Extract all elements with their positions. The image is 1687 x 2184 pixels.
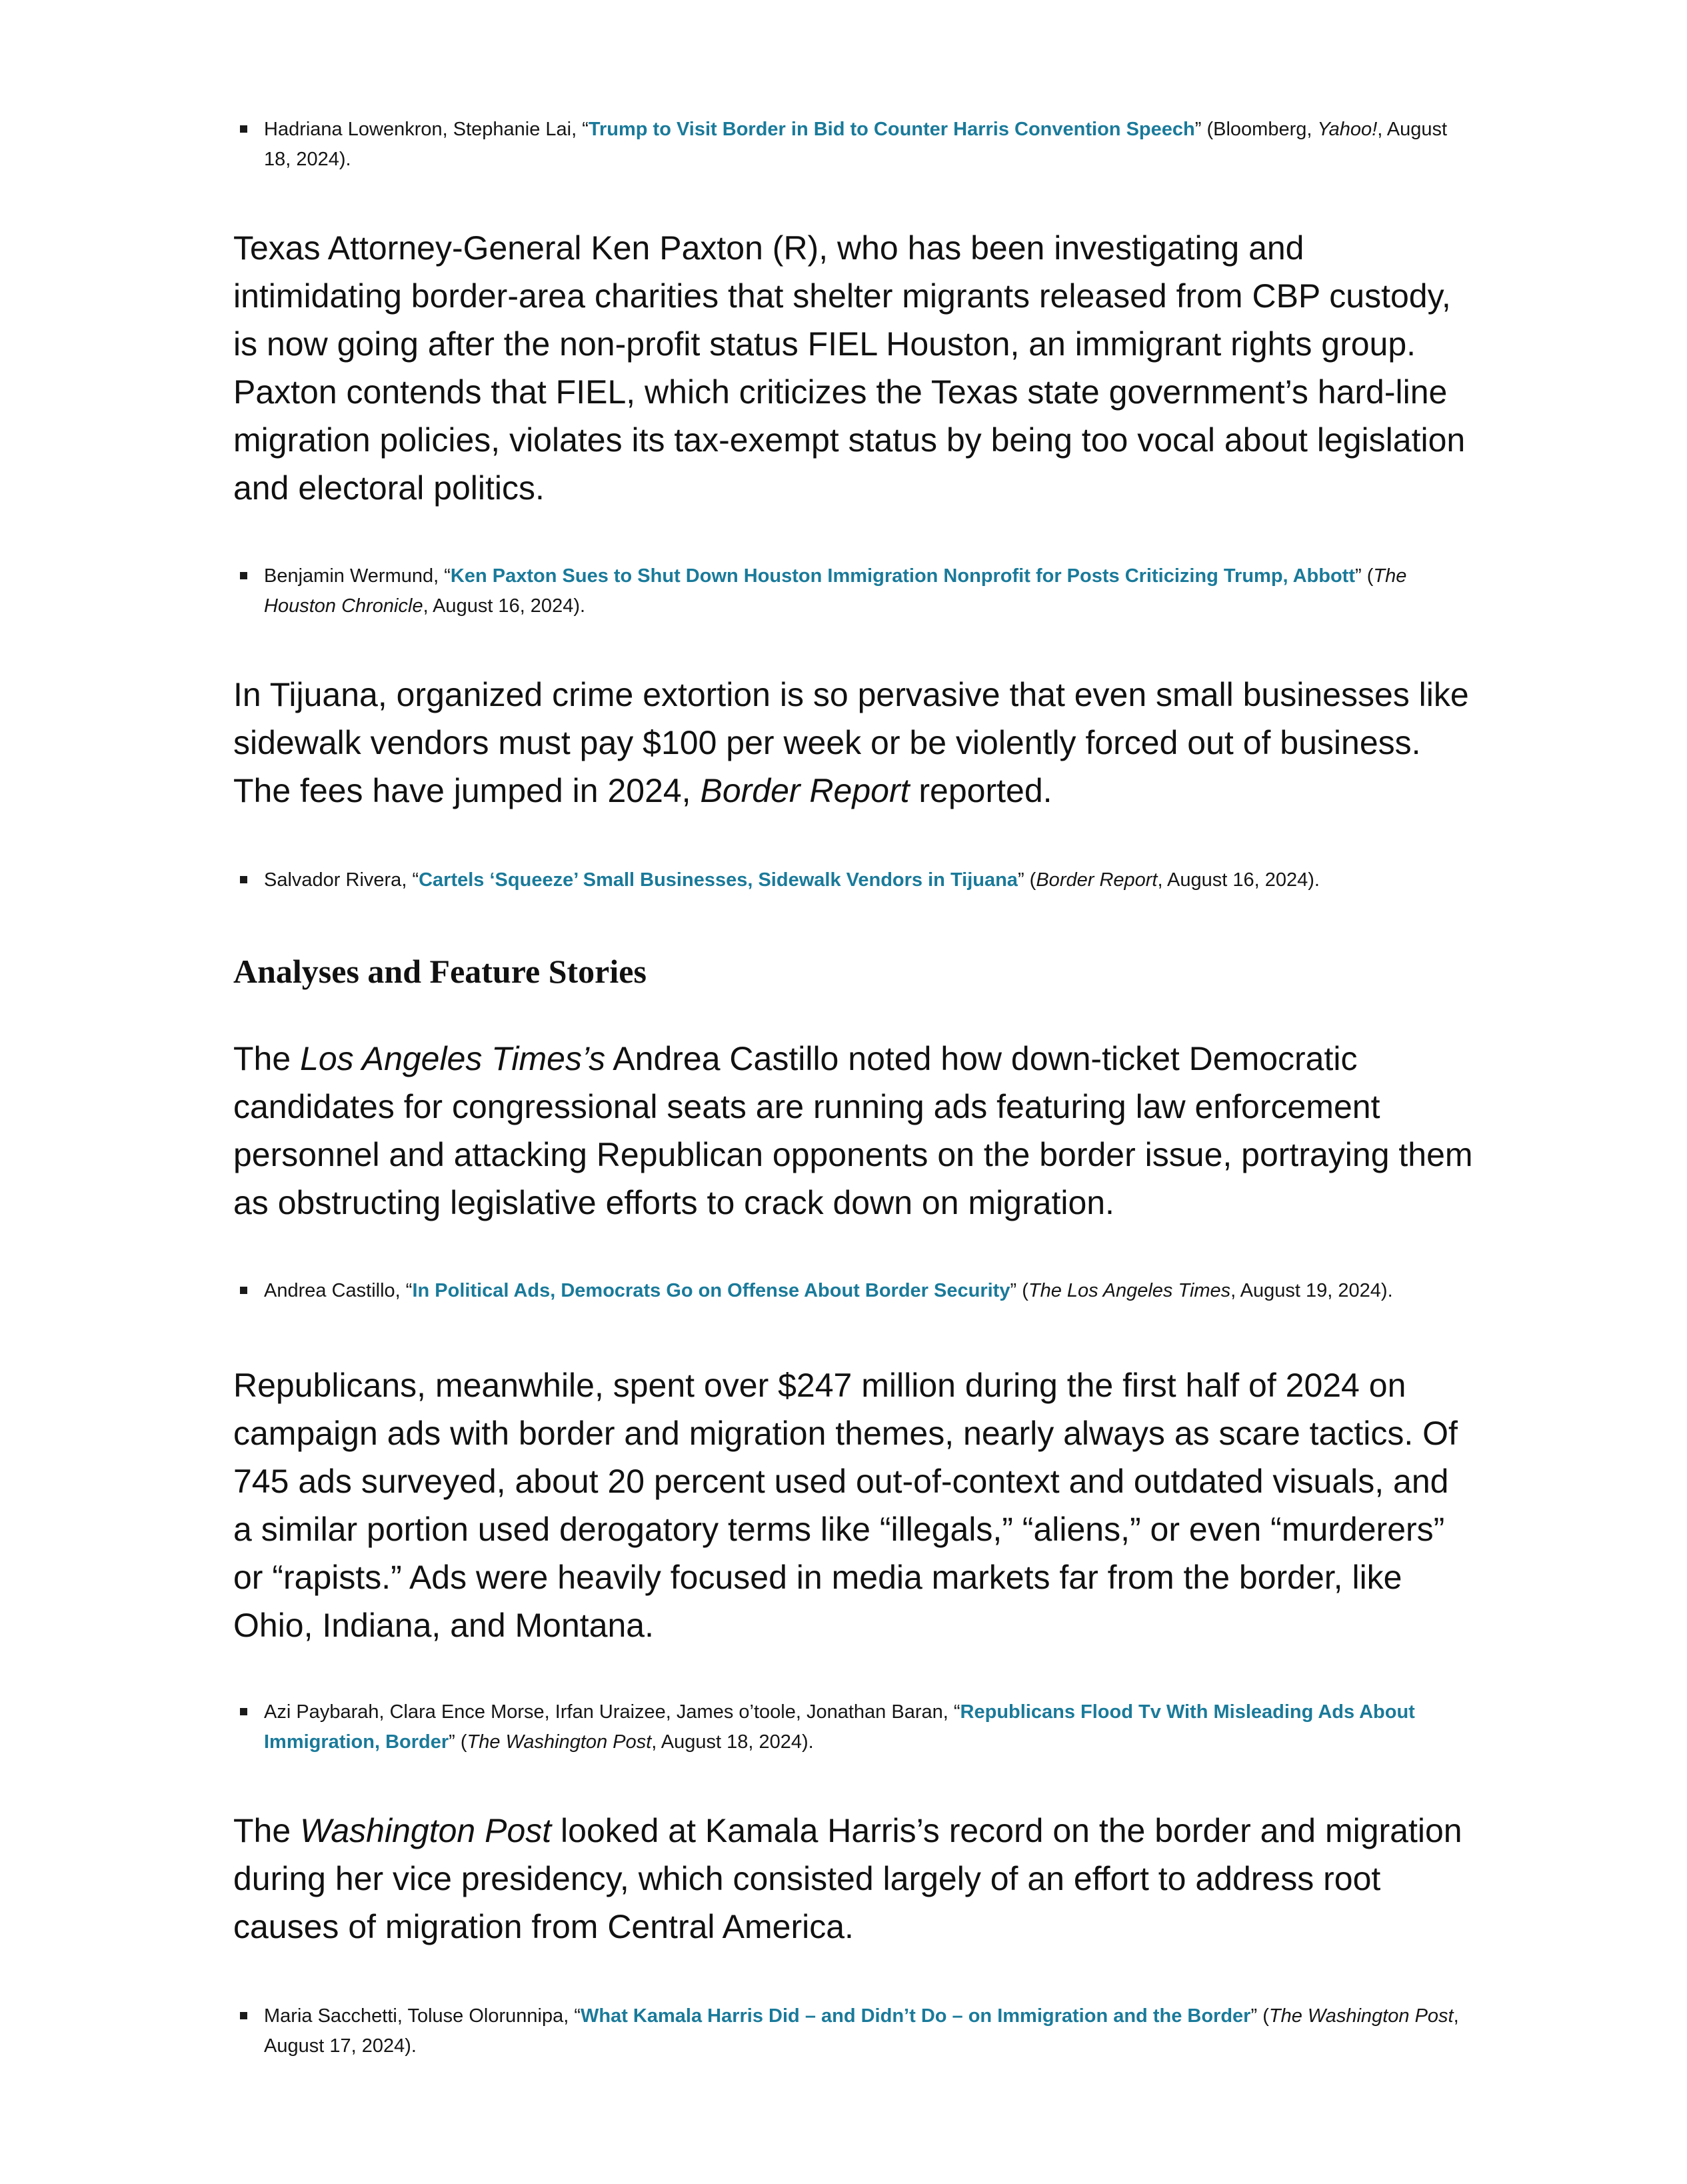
citation-link[interactable]: In Political Ads, Democrats Go on Offense About Border Security [412,1280,1010,1301]
citation-source: Yahoo! [1317,119,1378,140]
citation-item: Hadriana Lowenkron, Stephanie Lai, “Trump to Visit Border in Bid to Counter Harris Convention Speech” (Bloomberg, Yahoo!, August 18, 2024). [233,115,1460,175]
citation-source: The Washington Post [1268,2005,1454,2027]
paragraph-la-times: The Los Angeles Times’s Andrea Castillo noted how down-ticket Democratic candidates for congressional seats are running ads featuring law enforcement personnel and attacking Republican opponents on the border issue, portraying them as obstructing legislative efforts to crack down on migration. [233,1040,1473,1221]
citation-link[interactable]: What Kamala Harris Did – and Didn’t Do – on Immigration and the Border [581,2005,1251,2027]
citation-authors: Salvador Rivera, [264,869,413,891]
paragraph-paxton: Texas Attorney-General Ken Paxton (R), who has been investigating and intimidating border-area charities that shelter migrants released from CBP custody, is now going after the non-profit status FIEL Houston, an immigrant rights group. Paxton contends that FIEL, which criticizes the Texas state government’s hard-line migration policies, violates its tax-exempt status by being too vocal about legislation and electoral politics. [233,229,1466,507]
bullet-icon [240,572,247,579]
citation-authors: Maria Sacchetti, Toluse Olorunnipa, [264,2005,575,2027]
bullet-icon [240,125,247,133]
citation-item: Andrea Castillo, “In Political Ads, Democrats Go on Offense About Border Security” (The Los Angeles Times, August 19, 2024). [233,1276,1460,1306]
citation-authors: Benjamin Wermund, [264,565,445,587]
citation-source: The Los Angeles Times [1028,1280,1231,1301]
paragraph-republicans: Republicans, meanwhile, spent over $247 million during the first half of 2024 on campaign ads with border and migration themes, nearly always as scare tactics. Of 745 ads surveyed, about 20 percent used out-of-context and outdated visuals, and a similar portion used derogatory terms like “illegals,” “aliens,” or even “murderers” or “rapists.” Ads were heavily focused in media markets far from the border, like Ohio, Indiana, and Montana. [233,1367,1458,1644]
bullet-icon [240,2012,247,2019]
citation-source: Border Report [1036,869,1158,891]
citation-item: Maria Sacchetti, Toluse Olorunnipa, “What Kamala Harris Did – and Didn’t Do – on Immigration and the Border” (The Washington Post, August 17, 2024). [233,2001,1460,2061]
citation-authors: Hadriana Lowenkron, Stephanie Lai, [264,119,583,140]
paragraph-tijuana: In Tijuana, organized crime extortion is so pervasive that even small businesses like sidewalk vendors must pay $100 per week or be violently forced out of business. The fees have jumped in 2024, Border Report reported. [233,676,1469,809]
bullet-icon [240,876,247,883]
paragraph-washington-post: The Washington Post looked at Kamala Harris’s record on the border and migration during her vice presidency, which consisted largely of an effort to address root causes of migration from Central America. [233,1812,1462,1945]
citation-link[interactable]: Cartels ‘Squeeze’ Small Businesses, Sidewalk Vendors in Tijuana [419,869,1018,891]
bullet-icon [240,1287,247,1294]
citation-item: Benjamin Wermund, “Ken Paxton Sues to Shut Down Houston Immigration Nonprofit for Posts Criticizing Trump, Abbott” (The Houston Chronicle, August 16, 2024). [233,561,1460,621]
citation-authors: Andrea Castillo, [264,1280,406,1301]
citation-link[interactable]: Ken Paxton Sues to Shut Down Houston Immigration Nonprofit for Posts Criticizing Trump, Abbott [450,565,1355,587]
citation-item: Salvador Rivera, “Cartels ‘Squeeze’ Small Businesses, Sidewalk Vendors in Tijuana” (Border Report, August 16, 2024). [233,865,1460,895]
section-heading: Analyses and Feature Stories [233,953,647,990]
citation-link[interactable]: Trump to Visit Border in Bid to Counter Harris Convention Speech [588,119,1195,140]
citation-item: Azi Paybarah, Clara Ence Morse, Irfan Uraizee, James o’toole, Jonathan Baran, “Republicans Flood Tv With Misleading Ads About Immigration, Border” (The Washington Post, August 18, 2024). [233,1697,1460,1757]
bullet-icon [240,1708,247,1715]
citation-source: The Washington Post [467,1731,652,1753]
citation-authors: Azi Paybarah, Clara Ence Morse, Irfan Uraizee, James o’toole, Jonathan Baran, [264,1701,954,1723]
citation-source: The Houston Chronicle [264,565,1407,617]
citation-link[interactable]: Republicans Flood Tv With Misleading Ads About Immigration, Border [264,1701,1415,1753]
